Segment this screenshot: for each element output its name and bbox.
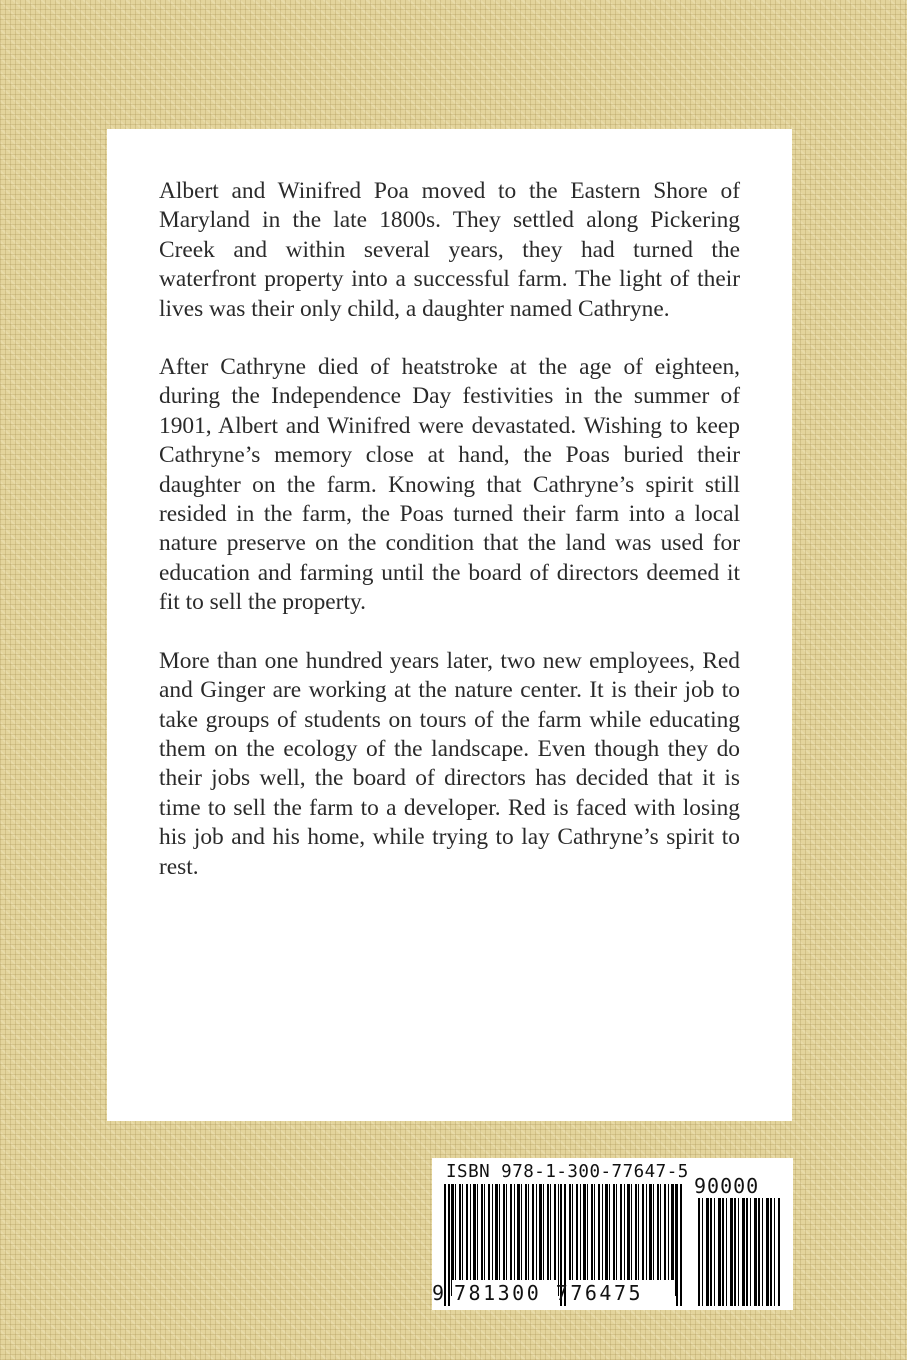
ean-digits: 781300 776475 xyxy=(454,1281,644,1305)
isbn-label: ISBN 978-1-300-77647-5 xyxy=(446,1162,689,1182)
right-guard-bars xyxy=(676,1184,682,1306)
blurb-paragraph-1: Albert and Winifred Poa moved to the Eastern Shore of Maryland in the late 1800s. They settled along Pickering Creek and within several years, they had turned the waterfront property into a successful farm. The light of their lives was their only child, a daughter named Cathryne. xyxy=(159,178,740,322)
blurb-paragraph-2: After Cathryne died of heatstroke at the age of eighteen, during the Independence Day festivities in the summer of 1901, Albert and Winifred were devastated. Wishing to keep Cathryne’s memory close at hand, the Poas buried their daughter on the farm. Knowing that Cathryne’s spirit still resided in the farm, the Poas turned their farm into a local nature preserve on the condition that the land was used for education and farming until the board of directors deemed it fit to sell the property. xyxy=(159,354,740,616)
isbn-barcode xyxy=(432,1158,793,1310)
ean-lead-digit: 9 xyxy=(432,1281,445,1305)
price-addon-bars xyxy=(698,1198,780,1306)
left-guard-bars xyxy=(444,1184,450,1306)
blurb-paragraph-3: More than one hundred years later, two new employees, Red and Ginger are working at the nature center. It is their job to take groups of students on tours of the farm while educating them on the ecology of the landscape. Even though they do their jobs well, the board of directors has decided that it is time to sell the farm to a developer. Red is faced with losing his job and his home, while trying to lay Cathryne’s spirit to rest. xyxy=(159,647,740,880)
blurb-text xyxy=(159,177,740,911)
price-code: 90000 xyxy=(694,1174,760,1198)
blurb-panel xyxy=(107,129,792,1121)
